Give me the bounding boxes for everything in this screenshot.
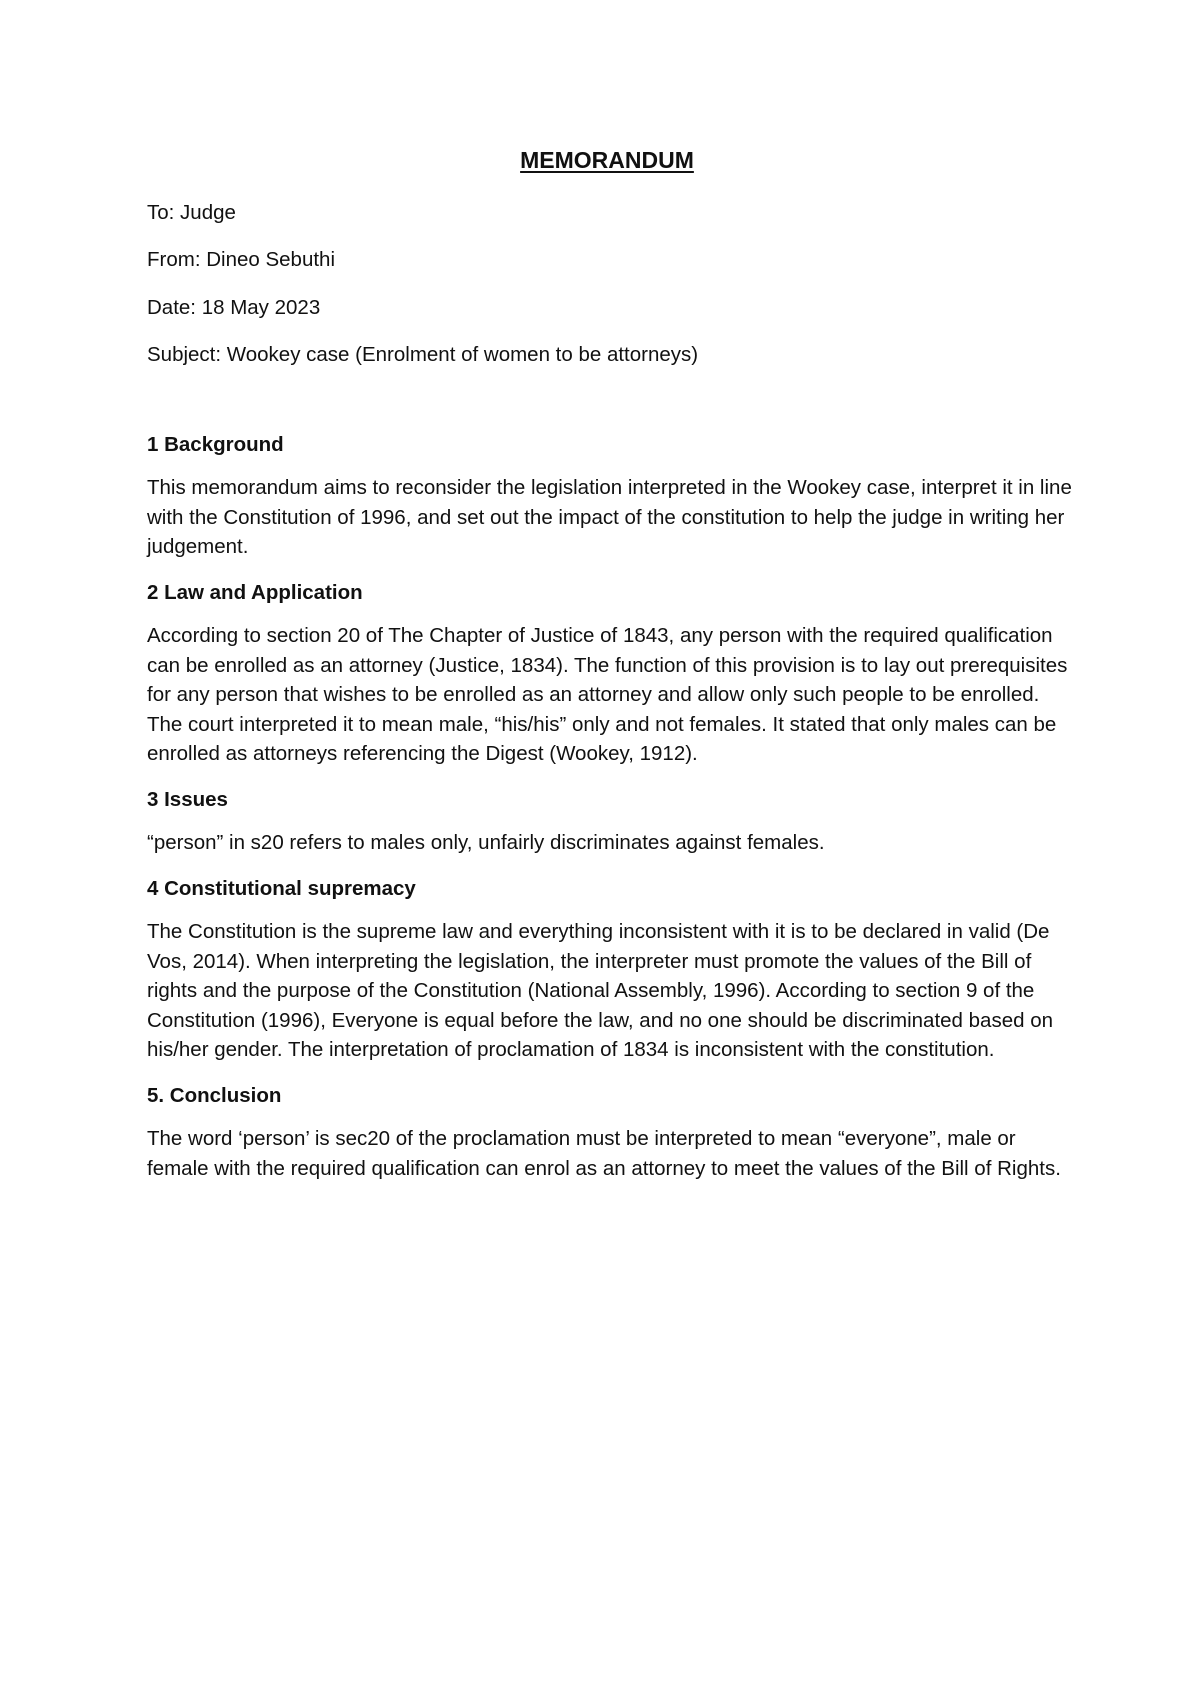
section-body-conclusion: The word ‘person’ is sec20 of the proclamation must be interpreted to mean “everyone”, male or female with the required qualification can enrol as an attorney to meet the values of the Bill of Rights. xyxy=(147,1127,1061,1180)
section-body-constitutional-supremacy: The Constitution is the supreme law and everything inconsistent with it is to be declared in valid (De Vos, 2014). When interpreting the legislation, the interpreter must promote the values of the Bill of rights and the purpose of the Constitution (National Assembly, 1996). According to section 9 of the Constitution (1996), Everyone is equal before the law, and no one should be discriminated based on his/her gender. The interpretation of proclamation of 1834 is inconsistent with the constitution. xyxy=(147,920,1054,1061)
memo-date: Date: 18 May 2023 xyxy=(147,295,321,319)
section-body-background: This memorandum aims to reconsider the legislation interpreted in the Wookey case, interpret it in line with the Constitution of 1996, and set out the impact of the constitution to help the judge in writing her judgement. xyxy=(147,476,1072,558)
section-heading-law-application: 2 Law and Application xyxy=(147,580,363,604)
memo-subject: Subject: Wookey case (Enrolment of women to be attorneys) xyxy=(147,343,699,366)
section-heading-conclusion: 5. Conclusion xyxy=(147,1083,282,1107)
section-heading-issues: 3 Issues xyxy=(147,787,228,811)
memo-to: To: Judge xyxy=(147,200,236,224)
section-heading-constitutional-supremacy: 4 Constitutional supremacy xyxy=(147,876,416,900)
memo-from: From: Dineo Sebuthi xyxy=(147,248,336,271)
section-body-law-application: According to section 20 of The Chapter of Justice of 1843, any person with the required qualification can be enrolled as an attorney (Justice, 1834). The function of this provision is to lay out prerequisites for any person that wishes to be enrolled as an attorney and allow only such people to be enrolled. The court interpreted it to mean male, “his/his” only and not females. It stated that only males can be enrolled as attorneys referencing the Digest (Wookey, 1912). xyxy=(147,624,1068,765)
section-heading-background: 1 Background xyxy=(147,432,284,456)
memo-content xyxy=(147,146,1077,1199)
memo-title: MEMORANDUM xyxy=(520,147,694,173)
section-body-issues: “person” in s20 refers to males only, unfairly discriminates against females. xyxy=(147,831,825,854)
